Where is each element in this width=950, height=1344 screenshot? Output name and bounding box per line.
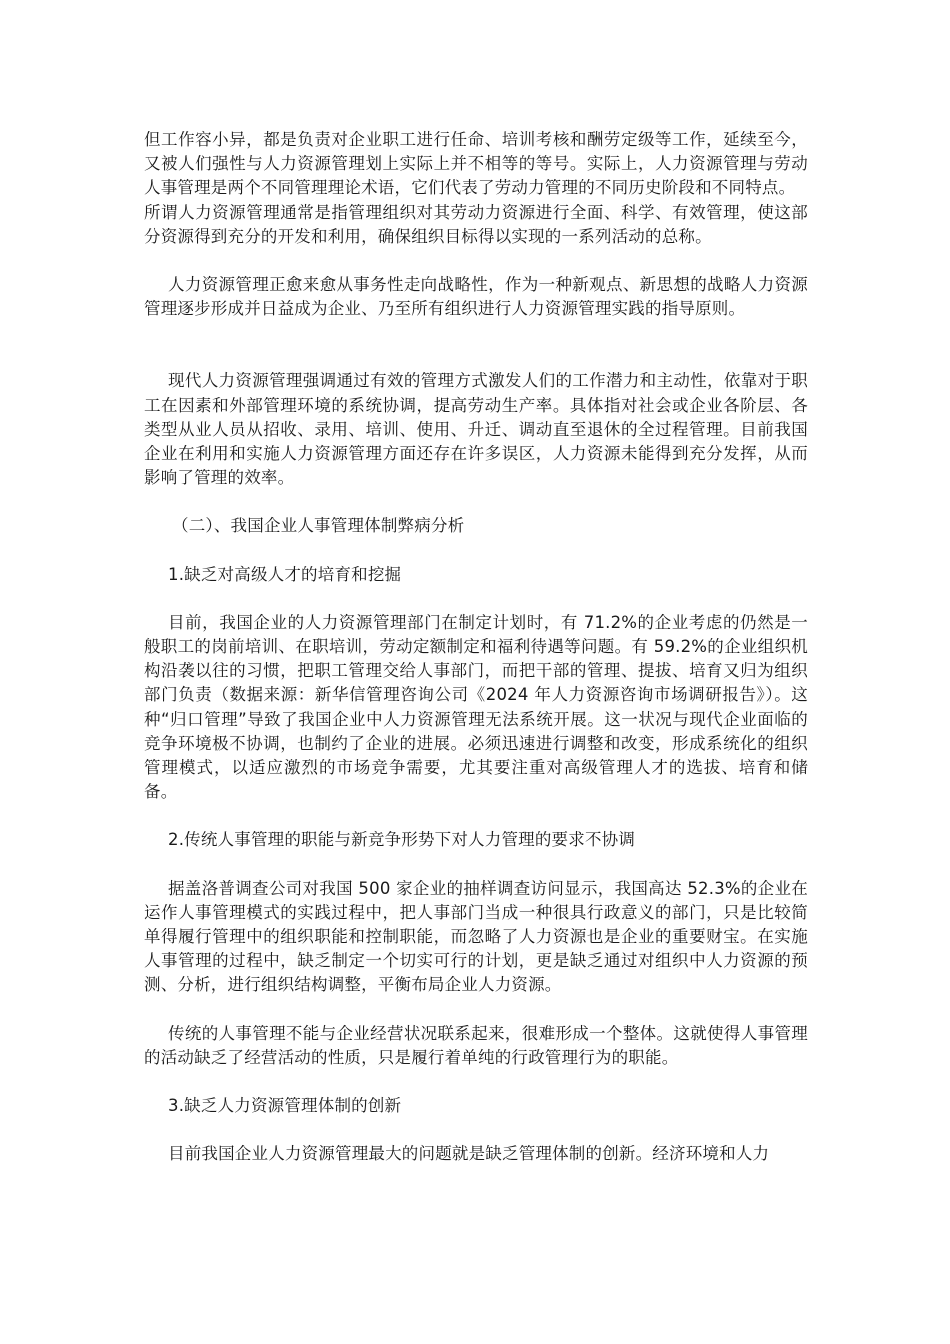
paragraph: 人力资源管理正愈来愈从事务性走向战略性，作为一种新观点、新思想的战略人力资源管理逐步形成并日益成为企业、乃至所有组织进行人力资源管理实践的指导原则。 — [144, 275, 808, 319]
paragraph: 目前我国企业人力资源管理最大的问题就是缺乏管理体制的创新。经济环境和人力 — [168, 1144, 770, 1164]
paragraph: 传统的人事管理不能与企业经营状况联系起来，很难形成一个整体。这就使得人事管理的活动缺乏了经营活动的性质，只是履行着单纯的行政管理行为的职能。 — [144, 1023, 808, 1067]
subsection-heading: 2.传统人事管理的职能与新竞争形势下对人力管理的要求不协调 — [168, 830, 636, 850]
document-body — [144, 128, 808, 1167]
paragraph: 现代人力资源管理强调通过有效的管理方式激发人们的工作潜力和主动性，依靠对于职工在因素和外部管理环境的系统协调，提高劳动生产率。具体指对社会或企业各阶层、各类型从业人员从招收、录用、培训、使用、升迁、调动直至退休的全过程管理。目前我国企业在利用和实施人力资源管理方面还存在许多误区，人力资源未能得到充分发挥，从而影响了管理的效率。 — [144, 371, 808, 488]
paragraph: 目前，我国企业的人力资源管理部门在制定计划时，有 71.2%的企业考虑的仍然是一般职工的岗前培训、在职培训，劳动定额制定和福利待遇等问题。有 59.2%的企业组织机构沿袭以往的习惯，把职工管理交给人事部门，而把干部的管理、提拔、培育又归为组织部门负责（数据来源：新华信管理咨询公司《2024 年人力资源咨询市场调研报告》）。这种“归口管理”导致了我国企业中人力资源管理无法系统开展。这一状况与现代企业面临的竞争环境极不协调，也制约了企业的进展。必须迅速进行调整和改变，形成系统化的组织管理模式，以适应激烈的市场竞争需要，尤其要注重对高级管理人才的选拔、培育和储备。 — [144, 612, 808, 802]
paragraph: 所谓人力资源管理通常是指管理组织对其劳动力资源进行全面、科学、有效管理，使这部分资源得到充分的开发和利用，确保组织目标得以实现的一系列活动的总称。 — [144, 202, 808, 246]
paragraph: 但工作容小异，都是负责对企业职工进行任命、培训考核和酬劳定级等工作，延续至今，又被人们强性与人力资源管理划上实际上并不相等的等号。实际上，人力资源管理与劳动人事管理是两个不同管理理论术语，它们代表了劳动力管理的不同历史阶段和不同特点。 — [144, 130, 808, 198]
subsection-heading: 3.缺乏人力资源管理体制的创新 — [168, 1096, 402, 1116]
paragraph: 据盖洛普调查公司对我国 500 家企业的抽样调查访问显示，我国高达 52.3%的企业在运作人事管理模式的实践过程中，把人事部门当成一种很具行政意义的部门，只是比较简单得履行管理中的组织职能和控制职能，而忽略了人力资源也是企业的重要财宝。在实施人事管理的过程中，缺乏制定一个切实可行的计划，更是缺乏通过对组织中人力资源的预测、分析，进行组织结构调整，平衡布局企业人力资源。 — [144, 878, 808, 995]
section-heading: （二）、我国企业人事管理体制弊病分析 — [172, 516, 465, 536]
subsection-heading: 1.缺乏对高级人才的培育和挖掘 — [168, 564, 402, 584]
